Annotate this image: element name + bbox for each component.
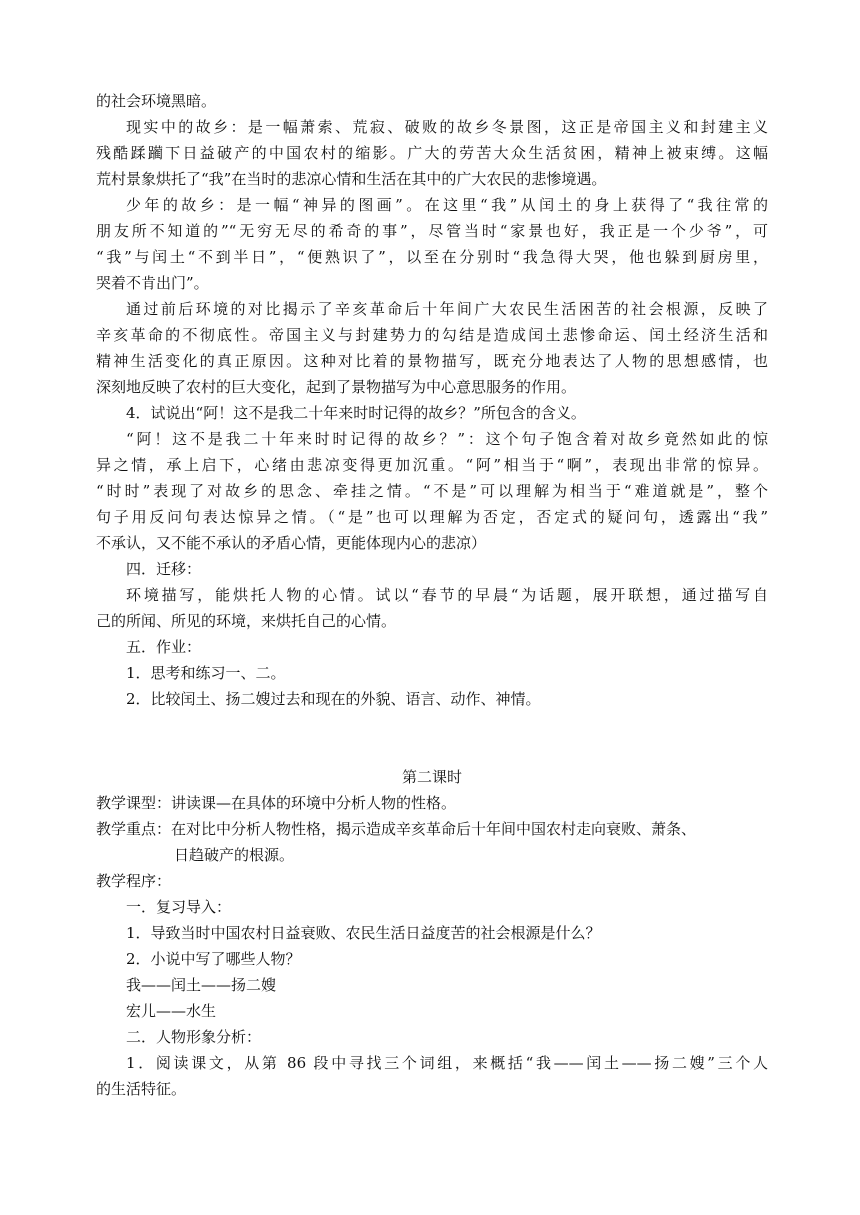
paragraph-line: 哭着不肯出门”。 [96,274,209,292]
paragraph-line: 异之情，承上启下，心绪由悲凉变得更加沉重。“阿”相当于“啊”，表现出非常的惊异。 [96,456,768,474]
section-heading-review: 一．复习导入： [126,898,232,916]
paragraph-line: 的生活特征。 [96,1080,187,1098]
lesson2-section [96,790,768,1102]
lesson-type: 教学课型：讲读课—在具体的环境中分析人物的性格。 [96,794,457,812]
paragraph-line: 己的所闻、所见的环境，来烘托自己的心情。 [96,612,397,630]
paragraph-line: 现实中的故乡：是一幅萧索、荒寂、破败的故乡冬景图，这正是帝国主义和封建主义 [126,118,768,136]
paragraph-line: 不承认，又不能不承认的矛盾心情，更能体现内心的悲凉） [96,534,487,552]
paragraph-line: 荒村景象烘托了“我”在当时的悲凉心情和生活在其中的广大农民的悲惨境遇。 [96,170,607,188]
lesson-focus-cont: 日趋破产的根源。 [174,846,295,864]
paragraph-line: 句子用反问句表达惊异之情。（“是”也可以理解为否定，否定式的疑问句，透露出“我” [96,508,768,526]
lesson2-heading: 第二课时 [401,768,462,786]
character-list: 宏儿——水生 [126,1002,217,1020]
paragraph-line: 少年的故乡：是一幅“神异的图画”。在这里“我”从闰土的身上获得了“我往常的 [126,196,768,214]
section-heading-transfer: 四．迁移： [126,560,202,578]
paragraph-line: 通过前后环境的对比揭示了辛亥革命后十年间广大农民生活困苦的社会根源，反映了 [126,300,768,318]
section-heading-analysis: 二．人物形象分析： [126,1028,262,1046]
homework-item: 2．比较闰土、扬二嫂过去和现在的外貌、语言、动作、神情。 [126,690,541,708]
paragraph-line: “我”与闰土“不到半日”，“便熟识了”，以至在分别时“我急得大哭，他也躲到厨房里， [96,248,768,266]
homework-item: 1．思考和练习一、二。 [126,664,286,682]
paragraph-line: 环境描写，能烘托人物的心情。试以“春节的早晨“为话题，展开联想，通过描写自 [126,586,768,604]
paragraph-line: “阿！这不是我二十年来时时记得的故乡？”：这个句子饱含着对故乡竟然如此的惊 [126,430,768,448]
question-item: 1．导致当时中国农村日益衰败、农民生活日益度苦的社会根源是什么？ [126,924,601,942]
character-list: 我——闰土——扬二嫂 [126,976,277,994]
paragraph-line: “时时”表现了对故乡的思念、牵挂之情。“不是”可以理解为相当于“难道就是”，整个 [96,482,768,500]
question-item: 2．小说中写了哪些人物？ [126,950,301,968]
paragraph-line: 的社会环境黑暗。 [96,92,217,110]
paragraph-line: 深刻地反映了农村的巨大变化，起到了景物描写为中心意思服务的作用。 [96,378,577,396]
question-4: 4．试说出“阿！这不是我二十年来时时记得的故乡？”所包含的含义。 [126,404,586,422]
question-item: 1．阅读课文，从第 86 段中寻找三个词组，来概括“我——闰土——扬二嫂”三个人 [126,1054,768,1072]
section-heading-homework: 五．作业： [126,638,202,656]
lesson-procedure: 教学程序： [96,872,172,890]
paragraph-line: 残酷蹂躏下日益破产的中国农村的缩影。广大的劳苦大众生活贫困，精神上被束缚。这幅 [96,144,768,162]
paragraph-line: 精神生活变化的真正原因。这种对比着的景物描写，既充分地表达了人物的思想感情，也 [96,352,768,370]
paragraph-line: 朋友所不知道的”“无穷无尽的希奇的事”，尽管当时“家景也好，我正是一个少爷”，可 [96,222,768,240]
lesson-focus: 教学重点：在对比中分析人物性格，揭示造成辛亥革命后十年间中国农村走向衰败、萧条、 [96,820,697,838]
paragraph-line: 辛亥革命的不彻底性。帝国主义与封建势力的勾结是造成闰土悲惨命运、闰土经济生活和 [96,326,768,344]
lesson1-section [96,88,768,712]
